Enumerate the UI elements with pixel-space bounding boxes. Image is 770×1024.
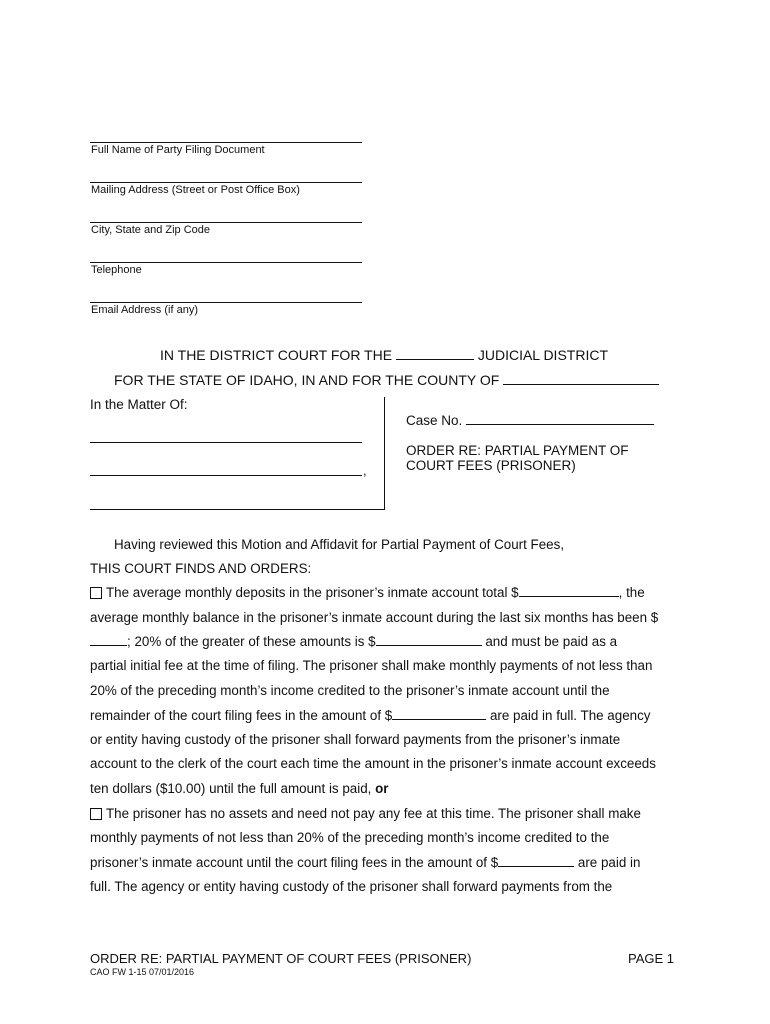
or-word: or [375,781,389,796]
remainder-blank[interactable] [392,718,486,720]
court-line1-a: IN THE DISTRICT COURT FOR THE [160,347,393,363]
intro-text: Having reviewed this Motion and Affidavit for Partial Payment of Court Fees, [114,537,565,552]
telephone-label: Telephone [91,264,142,276]
option1-text-a: The average monthly deposits in the prisoner’s inmate account total $ [106,585,519,600]
name-label: Full Name of Party Filing Document [91,144,265,156]
form-id: CAO FW 1-15 07/01/2016 [90,967,195,977]
option1-line4: partial initial fee at the time of filing. The prisoner shall make monthly payments of not less than [90,658,653,673]
option2-line2: monthly payments of not less than 20% of the preceding month’s income credited to the [90,830,610,845]
option1-checkbox[interactable] [90,587,102,599]
case-no-row [406,413,654,428]
deposits-blank[interactable] [519,595,619,597]
telephone-line[interactable] [90,262,362,263]
balance-blank[interactable] [90,644,127,646]
option1-line8: account to the clerk of the court each time the amount in the prisoner’s inmate account exceeds [90,756,656,771]
matter-line-1[interactable] [90,442,362,443]
option1-line3-b: and must be paid as a [481,634,618,649]
court-heading-line2 [114,372,659,388]
matter-of-label: In the Matter Of: [90,397,188,412]
option1-line2-text: average monthly balance in the prisoner’s inmate account during the last six months has been $ [90,610,659,625]
option2-line4: full. The agency or entity having custody of the prisoner shall forward payments from the [90,879,613,894]
city-line[interactable] [90,222,362,223]
option1-text-b: , the [618,585,645,600]
option2-line3-b: are paid in [574,855,641,870]
option1-line6-a: remainder of the court filing fees in the amount of $ [90,708,393,723]
caption-divider [384,397,385,509]
option1-line6-b: are paid in full. The agency [486,708,651,723]
option2-line3 [90,855,640,870]
twenty-percent-blank[interactable] [376,644,482,646]
option1-line2 [90,610,658,625]
case-no-label: Case No. [406,413,463,428]
option2-line1 [90,806,641,821]
option1-line7: or entity having custody of the prisoner shall forward payments from the prisoner’s inmate [90,732,621,747]
page-number: PAGE 1 [628,951,675,966]
option2-checkbox[interactable] [90,808,102,820]
option2-text: The prisoner has no assets and need not pay any fee at this time. The prisoner shall make [106,806,641,821]
order-title-line2: COURT FEES (PRISONER) [406,458,576,473]
court-line1-b: JUDICIAL DISTRICT [477,347,608,363]
court-line2: FOR THE STATE OF IDAHO, IN AND FOR THE COUNTY OF [114,372,500,388]
name-line[interactable] [90,142,362,143]
filing-fee-blank[interactable] [498,865,574,867]
order-title-line1: ORDER RE: PARTIAL PAYMENT OF [406,443,629,458]
option1-line5: 20% of the preceding month’s income credited to the prisoner’s inmate account until the [90,683,610,698]
address-label: Mailing Address (Street or Post Office Box) [91,184,300,196]
option1-line9 [90,781,389,796]
court-heading-line1 [160,347,608,363]
case-no-blank[interactable] [466,423,654,425]
footer-title: ORDER RE: PARTIAL PAYMENT OF COURT FEES (PRISONER) [90,951,472,966]
option1-line6 [90,708,650,723]
address-line[interactable] [90,182,362,183]
option2-line3-a: prisoner’s inmate account until the court filing fees in the amount of $ [90,855,499,870]
email-line[interactable] [90,302,362,303]
city-label: City, State and Zip Code [91,224,211,236]
matter-line-2[interactable] [90,475,362,476]
county-blank[interactable] [503,383,659,385]
matter-comma: , [363,463,367,478]
finds-heading: THIS COURT FINDS AND ORDERS: [90,561,312,576]
option1-line3-a: ; 20% of the greater of these amounts is $ [127,634,376,649]
email-label: Email Address (if any) [91,304,198,316]
caption-bottom-line [90,509,385,510]
option1-line3 [90,634,617,649]
district-blank[interactable] [396,358,474,360]
option1-line9-text: ten dollars ($10.00) until the full amount is paid, [90,781,376,796]
option1-line1 [90,585,645,600]
